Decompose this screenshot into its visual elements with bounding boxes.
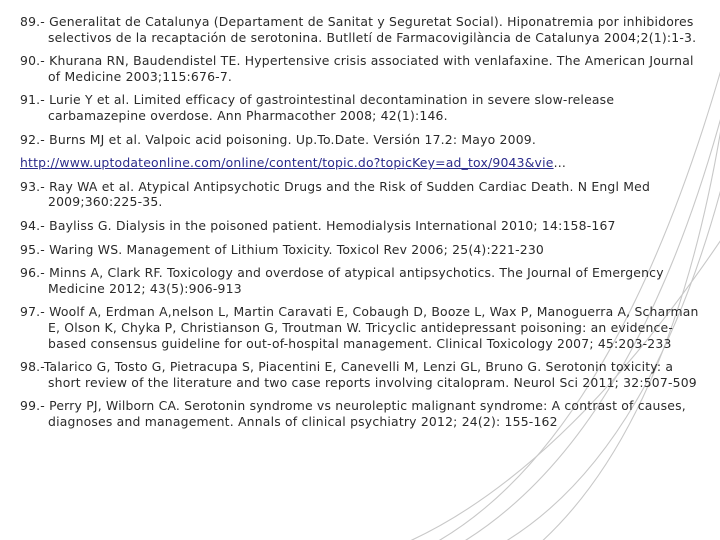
reference-list bbox=[20, 14, 710, 437]
reference-91: 91.- Lurie Y et al. Limited efficacy of gastrointestinal decontamination in severe slow-release carbamazepine overdose. Ann Pharmacother 2008; 42(1):146. bbox=[20, 92, 615, 123]
reference-90: 90.- Khurana RN, Baudendistel TE. Hypertensive crisis associated with venlafaxine. The American Journal of Medicine 2003;115:676-7. bbox=[20, 53, 694, 84]
reference-95: 95.- Waring WS. Management of Lithium Toxicity. Toxicol Rev 2006; 25(4):221-230 bbox=[20, 241, 545, 257]
reference-92: 92.- Burns MJ et al. Valpoic acid poisoning. Up.To.Date. Versión 17.2: Mayo 2009. bbox=[20, 131, 537, 147]
reference-96: 96.- Minns A, Clark RF. Toxicology and overdose of atypical antipsychotics. The Journal of Emergency Medicine 2012; 43(5):906-913 bbox=[20, 265, 664, 296]
reference-99: 99.- Perry PJ, Wilborn CA. Serotonin syndrome vs neuroleptic malignant syndrome: A contrast of causes, diagnoses and management. Annals of clinical psychiatry 2012; 24(2): 155-162 bbox=[20, 398, 686, 429]
link-ellipsis: ... bbox=[553, 155, 566, 171]
reference-92-link-row bbox=[20, 155, 710, 171]
reference-97: 97.- Woolf A, Erdman A,nelson L, Martin Caravati E, Cobaugh D, Booze L, Wax P, Manoguerra A, Scharman E, Olson K, Chyka P, Christianson G, Troutman W. Tricyclic antidepressant poisoning: an evidence-based consensus guideline for out-of-hospital management. Clinical Toxicology 2007; 45:203-233 bbox=[20, 304, 699, 351]
reference-89: 89.- Generalitat de Catalunya (Departament de Sanitat y Seguretat Social). Hiponatremia por inhibidores selectivos de la recaptación de serotonina. Butlletí de Farmacovigilància de Catalunya 2004;2(1):1-3. bbox=[20, 14, 697, 45]
uptodate-link[interactable]: http://www.uptodateonline.com/online/content/topic.do?topicKey=ad_tox/9043&vie bbox=[20, 155, 554, 171]
reference-94: 94.- Bayliss G. Dialysis in the poisoned patient. Hemodialysis International 2010; 14:158-167 bbox=[20, 217, 616, 233]
reference-98: 98.-Talarico G, Tosto G, Pietracupa S, Piacentini E, Canevelli M, Lenzi GL, Bruno G. Serotonin toxicity: a short review of the literature and two case reports involving citalopram. Neurol Sci 2011; 32:507-509 bbox=[20, 359, 697, 390]
reference-93: 93.- Ray WA et al. Atypical Antipsychotic Drugs and the Risk of Sudden Cardiac Death. N Engl Med 2009;360:225-35. bbox=[20, 178, 651, 210]
